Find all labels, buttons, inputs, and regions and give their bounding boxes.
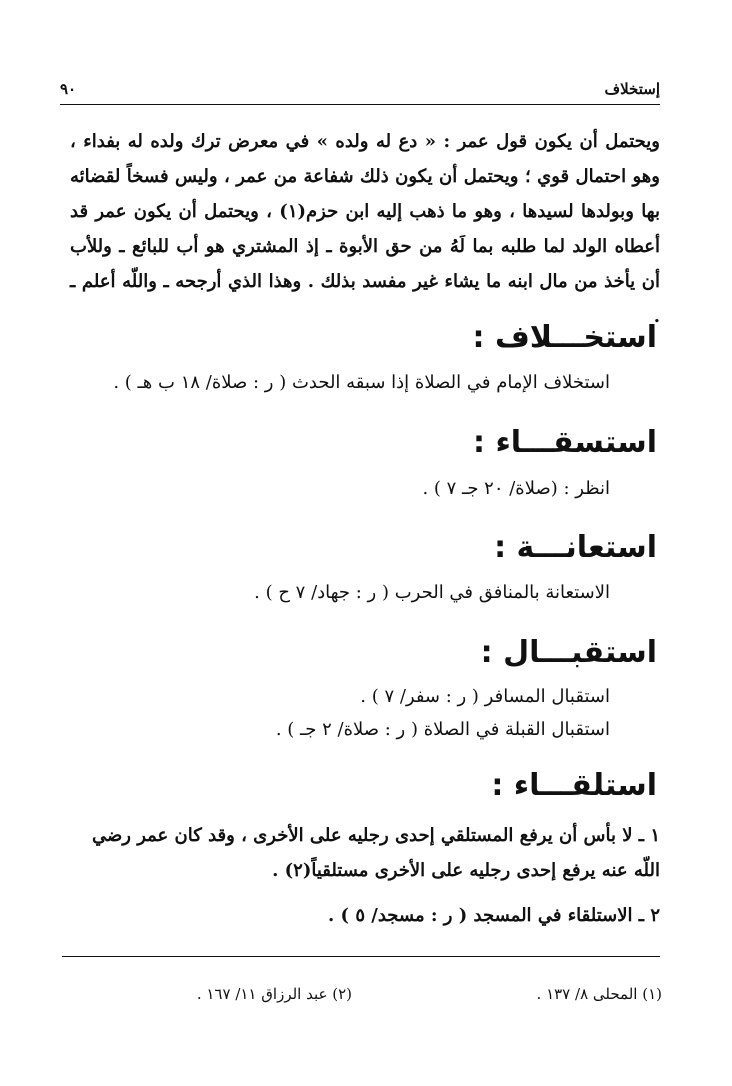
item-text: لا بأس أن يرفع المستلقي إحدى رجليه على الأخرى ، وقد كان عمر رضي اللّه عنه يرفع إحدى رجليه على الأخرى مستلقياً(٢) . [91,825,660,881]
entry-istisqa: انظر : (صلاة/ ٢٠ جـ ٧ ) . [422,478,610,499]
entry-istiana: الاستعانة بالمنافق في الحرب ( ر : جهاد/ ٧ ح ) . [254,582,610,603]
entry-istiqbal-qibla: استقبال القبلة في الصلاة ( ر : صلاة/ ٢ جـ ) . [275,719,610,740]
section-heading-istiana: استعانـــة : [494,530,657,565]
numbered-item-2 [60,898,660,933]
intro-paragraph: ويحتمل أن يكون قول عمر : « دع له ولده » في معرض ترك ولده له بفداء ، وهو احتمال قوي ؛ ويحتمل أن يكون ذلك شفاعة من عمر ، وليس فسخاً لقضائه بها وبولدها لسيدها ، وهو ما ذهب إليه ابن حزم(١) ، ويحتمل أن يكون عمر قد أعطاه الولد لما طلبه بما لَهُ من حق الأبوة ـ إذ المشتري هو أب للبائع ـ وللأب أن يأخذ من مال ابنه ما يشاء غير مفسد بذلك . وهذا الذي أرجحه ـ واللّه أعلم ـ . [70,131,660,327]
section-heading-istisqa: استسقـــاء : [473,425,657,460]
header-rule [60,104,660,105]
item-number: ٢ ـ [638,905,660,926]
item-text: الاستلقاء في المسجد ( ر : مسجد/ ٥ ) . [328,905,633,926]
entry-istikhlaf: استخلاف الإمام في الصلاة إذا سبقه الحدث ( ر : صلاة/ ١٨ ب هـ ) . [113,372,610,393]
footnote-2: (٢) عبد الرزاق ١١/ ١٦٧ . [196,985,352,1003]
section-heading-istiqbal: استقبـــال : [480,635,657,670]
section-heading-istikhlaf: استخـــلاف : [472,320,657,355]
footnote-rule [62,956,660,957]
item-number: ١ ـ [638,825,660,846]
running-title: إستخلاف [604,80,660,98]
numbered-item-1 [60,818,660,888]
section-heading-istilqa: استلقـــاء : [491,768,657,803]
footnote-1: (١) المحلى ٨/ ١٣٧ . [536,985,662,1003]
page-header [60,78,660,102]
entry-istiqbal-traveler: استقبال المسافر ( ر : سفر/ ٧ ) . [360,686,610,707]
page-number: ٩٠ [60,80,77,98]
